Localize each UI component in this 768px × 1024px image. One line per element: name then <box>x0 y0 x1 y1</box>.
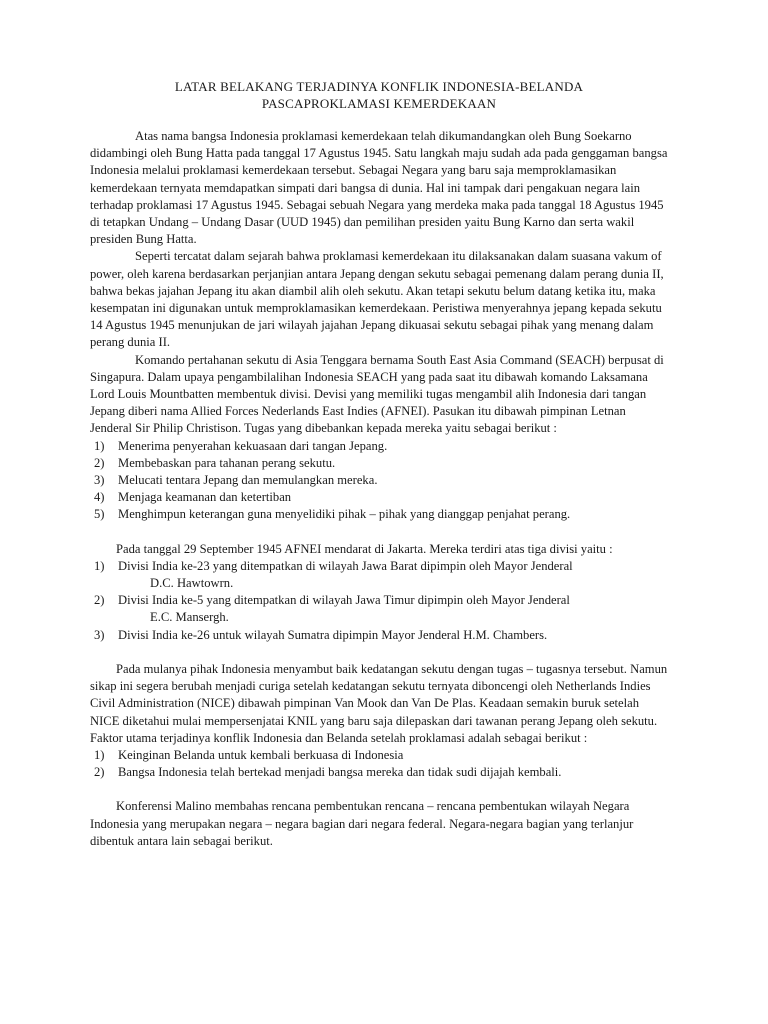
list-item: 1) Keinginan Belanda untuk kembali berkuasa di Indonesia <box>94 747 404 762</box>
list-item: 2) Divisi India ke-5 yang ditempatkan di wilayah Jawa Timur dipimpin oleh Mayor Jenderal E.C. Mansergh. <box>94 593 570 625</box>
paragraph-4: Pada tanggal 29 September 1945 AFNEI mendarat di Jakarta. Mereka terdiri atas tiga divisi yaitu : <box>116 541 613 556</box>
list-divisi <box>90 558 668 644</box>
list-item: 5) Menghimpun keterangan guna menyelidiki pihak – pihak yang dianggap penjahat perang. <box>94 507 571 522</box>
paragraph-6: Konferensi Malino membahas rencana pembentukan rencana – rencana pembentukan wilayah Negara Indonesia yang merupakan negara – negara bagian dari negara federal. Negara-negara bagian yang terlanjur dibentuk antara lain sebagai berikut. <box>90 799 634 848</box>
spacer <box>90 644 668 661</box>
paragraph-1: Atas nama bangsa Indonesia proklamasi kemerdekaan telah dikumandangkan oleh Bung Soekarno didambingi oleh Bung Hatta pada tanggal 17 Agustus 1945. Satu langkah maju sudah ada pada genggaman bangsa Indonesia melalui proklamasi kemerdekaan tersebut. Sebagai Negara yang baru saja memproklamasikan kemerdekaan ternyata memdapatkan simpati dari bangsa di dunia. Hal ini tampak dari pengakuan negara lain terhadap proklamasi 17 Agustus 1945. Sebagai sebuah Negara yang merdeka maka pada tanggal 18 Agustus 1945 di tetapkan Undang – Undang Dasar (UUD 1945) dan pemilihan presiden yaitu Bung Karno dan serta wakil presiden Bung Hatta. <box>90 129 668 247</box>
paragraph-3: Komando pertahanan sekutu di Asia Tenggara bernama South East Asia Command (SEACH) berpusat di Singapura. Dalam upaya pengambilalihan Indonesia SEACH yang pada saat itu dibawah komando Laksamana Lord Louis Mountbatten membentuk divisi. Devisi yang memiliki tugas mengambil alih Indonesia dari tangan Jepang diberi nama Allied Forces Nederlands East Indies (AFNEI). Pasukan itu dibawah pimpinan Letnan Jenderal Sir Philip Christison. Tugas yang dibebankan kepada mereka yaitu sebagai berikut : <box>90 352 664 436</box>
list-item: 3) Melucati tentara Jepang dan memulangkan mereka. <box>94 473 378 488</box>
paragraph-5: Pada mulanya pihak Indonesia menyambut baik kedatangan sekutu dengan tugas – tugasnya tersebut. Namun sikap ini segera berubah menjadi curiga setelah kedatangan sekutu ternyata diboncengi oleh Netherlands Indies Civil Administration (NICE) dibawah pimpinan Van Mook dan Van De Plas. Keadaan semakin buruk setelah NICE diketahui mulai mempersenjatai KNIL yang baru saja dilepaskan dari tawanan perang Jepang oleh sekutu. Faktor utama terjadinya konflik Indonesia dan Belanda setelah proklamasi adalah sebagai berikut : <box>90 661 668 745</box>
list-item: 2) Bangsa Indonesia telah bertekad menjadi bangsa mereka dan tidak sudi dijajah kembali. <box>94 765 562 780</box>
list-item: 4) Menjaga keamanan dan ketertiban <box>94 490 292 505</box>
list-item: 3) Divisi India ke-26 untuk wilayah Sumatra dipimpin Mayor Jenderal H.M. Chambers. <box>94 627 548 642</box>
title-line-1: LATAR BELAKANG TERJADINYA KONFLIK INDONESIA-BELANDA <box>174 79 584 94</box>
list-item: 2) Membebaskan para tahanan perang sekutu. <box>94 455 336 470</box>
document-title <box>90 78 668 112</box>
list-item: 1) Divisi India ke-23 yang ditempatkan di wilayah Jawa Barat dipimpin oleh Mayor Jenderal D.C. Hawtowrn. <box>94 558 573 591</box>
paragraph-2: Seperti tercatat dalam sejarah bahwa proklamasi kemerdekaan itu dilaksanakan dalam suasana vakum of power, oleh karena berdasarkan perjanjian antara Jepang dengan sekutu sebagai pemenang dalam perang dunia II, bahwa bekas jajahan Jepang itu akan diambil alih oleh sekutu. Akan tetapi sekutu belum datang ketika itu, maka kesempatan ini digunakan untuk memproklamasikan kemerdekaan. Peristiwa menyerahnya jepang kepada sekutu 14 Agustus 1945 menunjukan de jari wilayah jajahan Jepang dikuasai sekutu sebagai pihak yang menang dalam perang dunia II. <box>90 249 664 350</box>
title-line-2: PASCAPROKLAMASI KEMERDEKAAN <box>261 96 497 111</box>
list-item: 1) Menerima penyerahan kekuasaan dari tangan Jepang. <box>94 438 388 453</box>
list-faktor <box>90 747 668 781</box>
spacer <box>90 781 668 798</box>
list-tugas <box>90 438 668 524</box>
spacer <box>90 524 668 541</box>
